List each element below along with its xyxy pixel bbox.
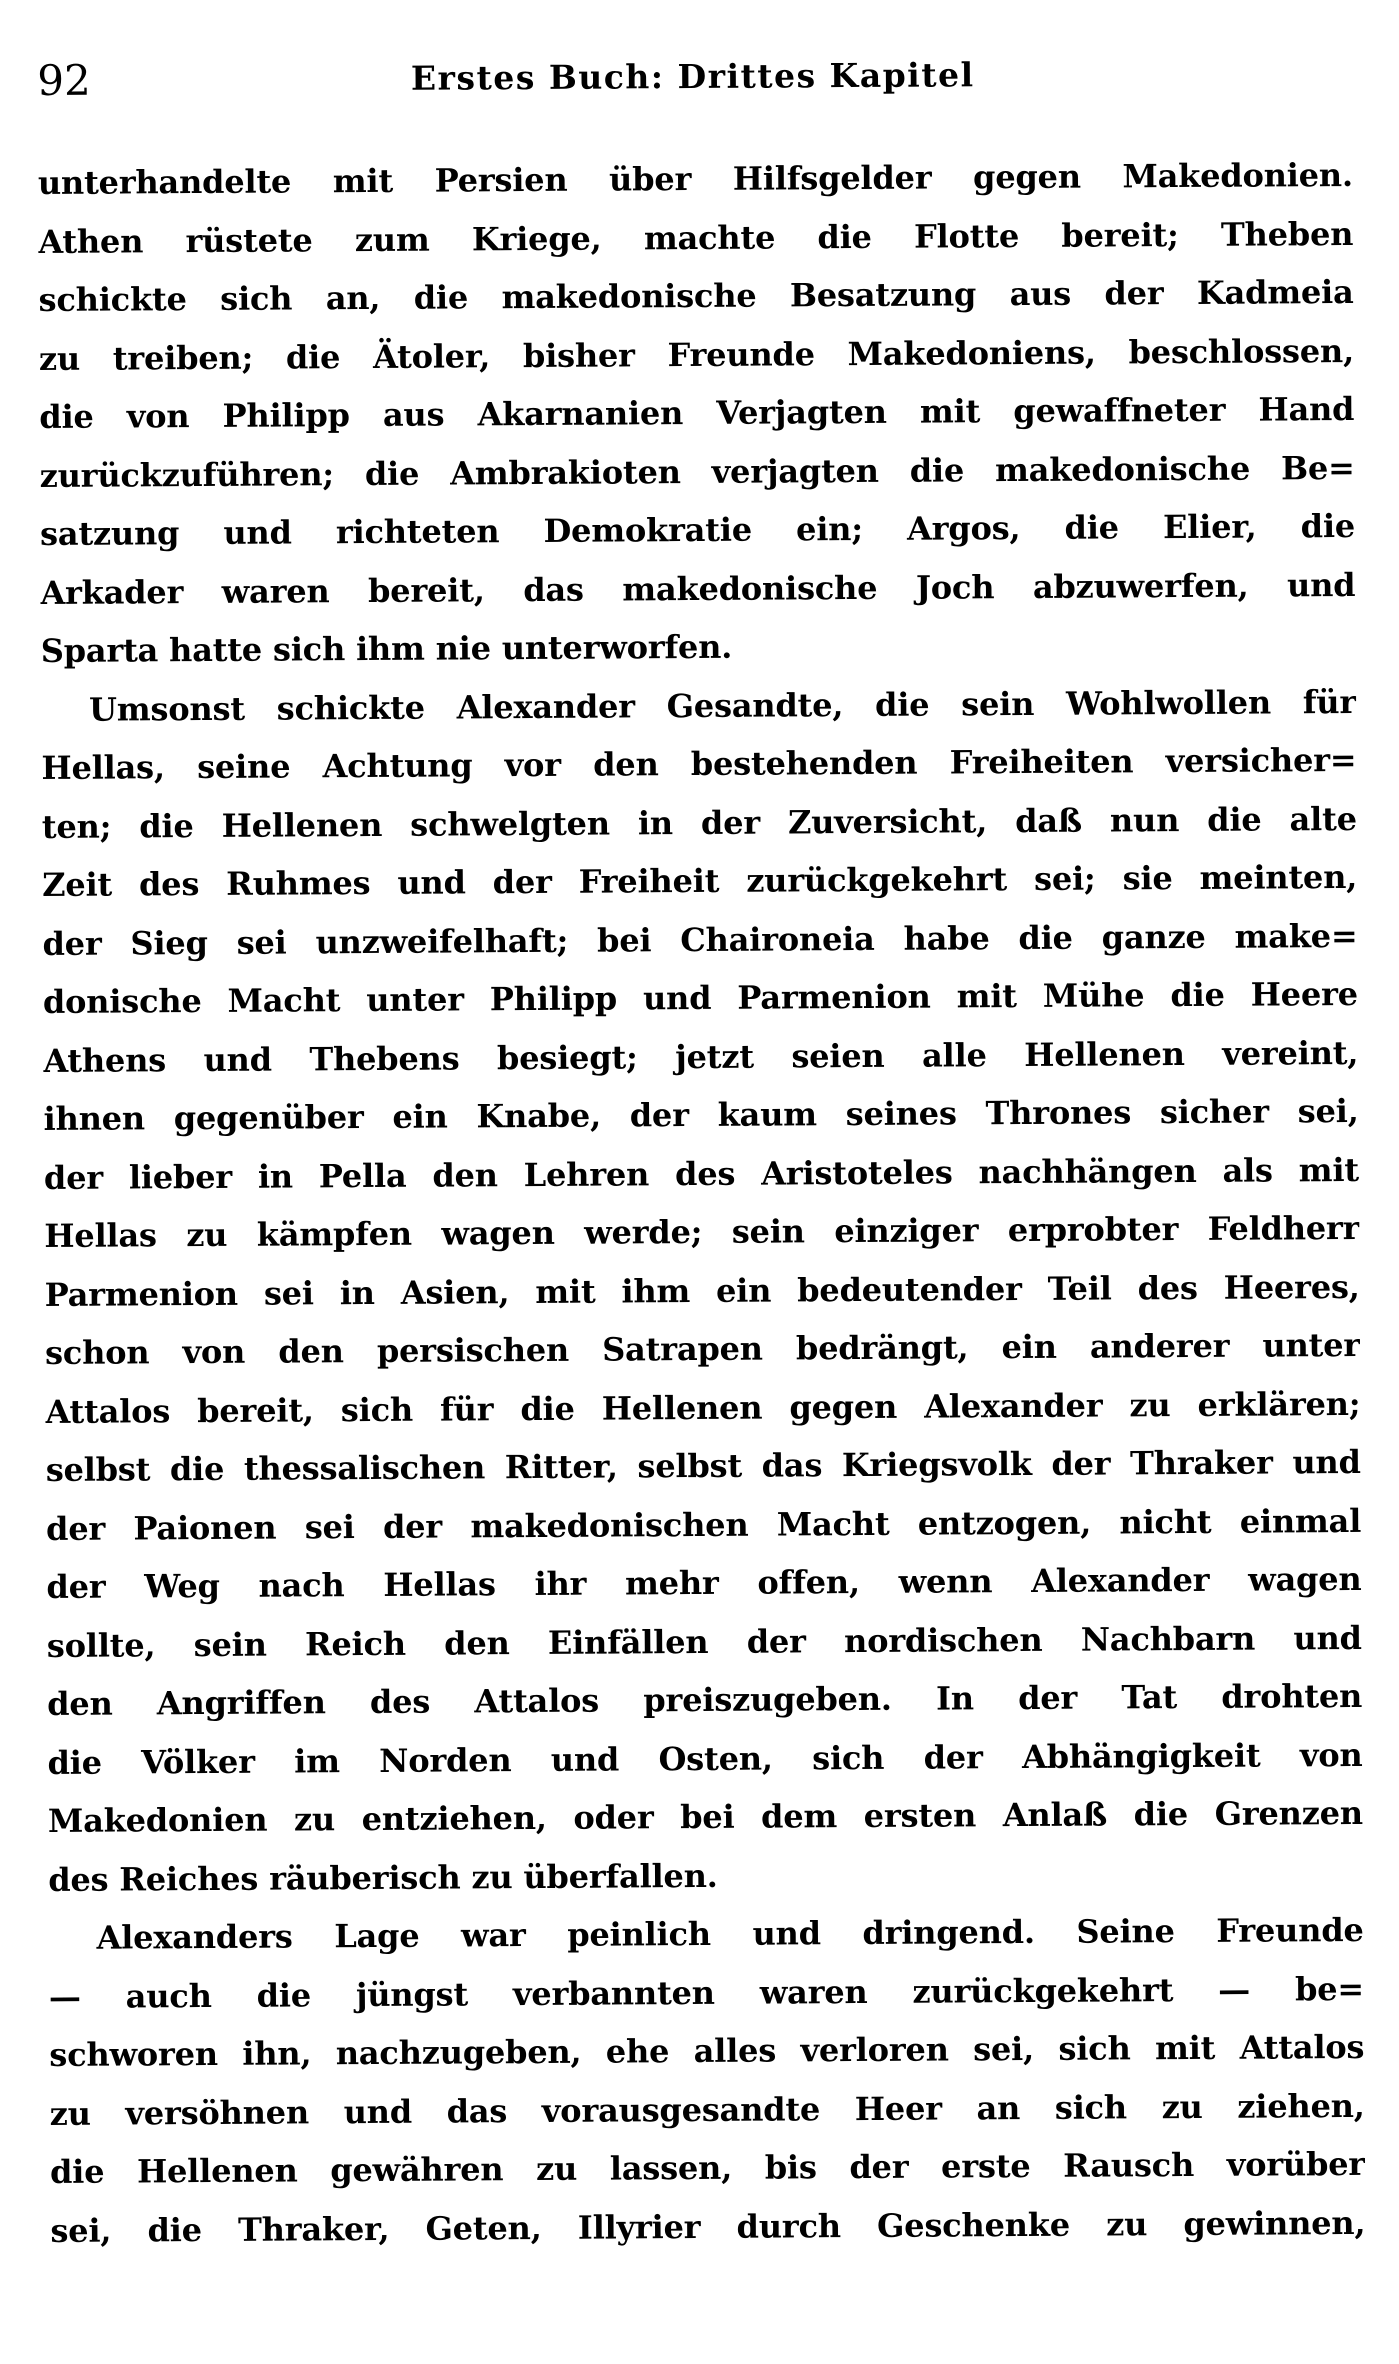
text-line: die Hellenen gewähren zu lassen, bis der erste Rausch vorüber (50, 2135, 1365, 2202)
text-line: den Angriffen des Attalos preiszugeben. In der Tat drohten (47, 1667, 1362, 1734)
text-line: schickte sich an, die makedonische Besatzung aus der Kadmeia (38, 263, 1353, 330)
running-header-title: Erstes Buch: Drittes Kapitel (0, 56, 1392, 98)
text-line: Athens und Thebens besiegt; jetzt seien alle Hellenen vereint, (43, 1023, 1358, 1090)
text-line: der lieber in Pella den Lehren des Aristoteles nachhängen als mit (44, 1140, 1359, 1207)
text-line: schworen ihn, nachzugeben, ehe alles verloren sei, sich mit Attalos (49, 2018, 1364, 2085)
text-line: zu versöhnen und das vorausgesandte Heer an sich zu ziehen, (50, 2076, 1365, 2143)
text-line: Umsonst schickte Alexander Gesandte, die sein Wohlwollen für (41, 672, 1356, 739)
page-number: 92 (37, 60, 91, 102)
text-line: ten; die Hellenen schwelgten in der Zuversicht, daß nun die alte (42, 789, 1357, 856)
text-line: zu treiben; die Ätoler, bisher Freunde Makedoniens, beschlossen, (39, 321, 1354, 388)
page-header (0, 0, 1392, 4)
paragraph (41, 672, 1363, 1909)
text-line: Parmenion sei in Asien, mit ihm ein bedeutender Teil des Heeres, (45, 1257, 1360, 1324)
text-line: Hellas, seine Achtung vor den bestehenden Freiheiten versicher= (41, 731, 1356, 798)
text-line: der Weg nach Hellas ihr mehr offen, wenn Alexander wagen (46, 1550, 1361, 1617)
text-line: Arkader waren bereit, das makedonische Joch abzuwerfen, und (40, 555, 1355, 622)
text-line: ihnen gegenüber ein Knabe, der kaum seines Thrones sicher sei, (43, 1082, 1358, 1149)
text-line: die Völker im Norden und Osten, sich der Abhängigkeit von (47, 1725, 1362, 1792)
text-line: Sparta hatte sich ihm nie unterworfen. (41, 614, 1356, 681)
text-line: des Reiches räuberisch zu überfallen. (48, 1842, 1363, 1909)
body-text (38, 146, 1366, 2260)
text-line: der Sieg sei unzweifelhaft; bei Chaironeia habe die ganze make= (42, 906, 1357, 973)
text-line: — auch die jüngst verbannten waren zurückgekehrt — be= (49, 1959, 1364, 2026)
text-line: der Paionen sei der makedonischen Macht entzogen, nicht einmal (46, 1491, 1361, 1558)
text-line: schon von den persischen Satrapen bedrängt, ein anderer unter (45, 1316, 1360, 1383)
text-line: Hellas zu kämpfen wagen werde; sein einziger erprobter Feldherr (44, 1199, 1359, 1266)
text-line: Makedonien zu entziehen, oder bei dem ersten Anlaß die Grenzen (48, 1784, 1363, 1851)
text-line: unterhandelte mit Persien über Hilfsgelder gegen Makedonien. (38, 146, 1353, 213)
paragraph (38, 146, 1356, 681)
text-line: selbst die thessalischen Ritter, selbst das Kriegsvolk der Thraker und (46, 1433, 1361, 1500)
text-line: donische Macht unter Philipp und Parmenion mit Mühe die Heere (43, 965, 1358, 1032)
text-line: die von Philipp aus Akarnanien Verjagten mit gewaffneter Hand (39, 380, 1354, 447)
text-line: sei, die Thraker, Geten, Illyrier durch Geschenke zu gewinnen, (50, 2193, 1365, 2260)
text-line: satzung und richteten Demokratie ein; Argos, die Elier, die (40, 497, 1355, 564)
paragraph (48, 1901, 1365, 2260)
text-line: zurückzuführen; die Ambrakioten verjagten die makedonische Be= (40, 438, 1355, 505)
text-line: Attalos bereit, sich für die Hellenen gegen Alexander zu erklären; (45, 1374, 1360, 1441)
text-line: Athen rüstete zum Kriege, machte die Flotte bereit; Theben (38, 204, 1353, 271)
text-line: Alexanders Lage war peinlich und dringend. Seine Freunde (48, 1901, 1363, 1968)
text-line: sollte, sein Reich den Einfällen der nordischen Nachbarn und (47, 1608, 1362, 1675)
text-line: Zeit des Ruhmes und der Freiheit zurückgekehrt sei; sie meinten, (42, 848, 1357, 915)
